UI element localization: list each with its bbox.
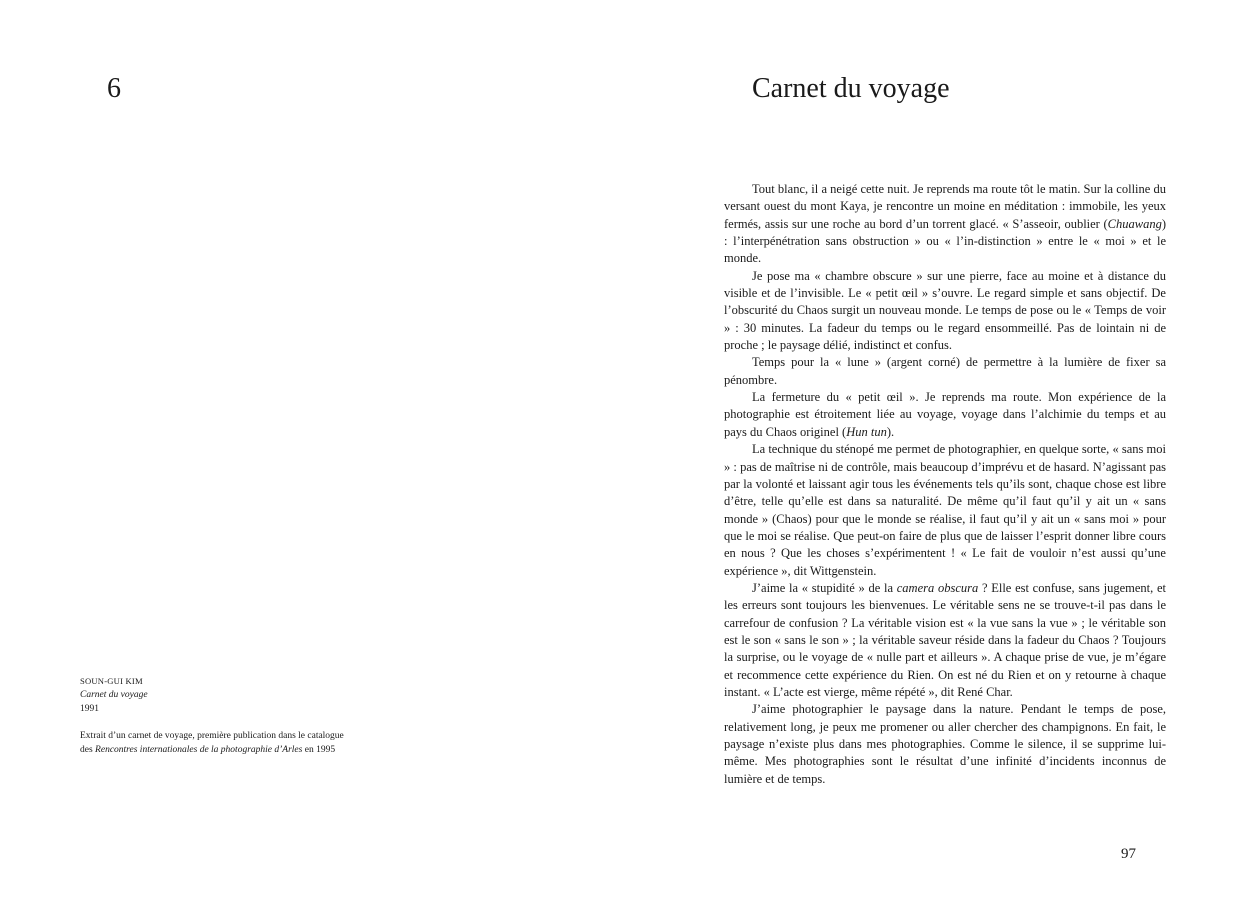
chapter-title: Carnet du voyage — [752, 73, 950, 104]
paragraph-4-text-a: La fermeture du « petit œil ». Je reprends ma route. Mon expérience de la photographie est étroitement liée au voyage, voyage dans l’alchimie du temps et au pays du Chaos originel ( — [724, 390, 1166, 439]
paragraph-1 — [724, 181, 1166, 268]
credit-note-part1: Extrait d’un carnet de voyage, première publication dans le catalogue des — [80, 731, 344, 755]
page-number: 97 — [1121, 846, 1136, 862]
paragraph-6-text-b: ? Elle est confuse, sans jugement, et les erreurs sont toujours les bienvenues. Le véritable sens ne se trouve-t-il pas dans le carrefour de confusion ? La véritable vision est « la vue sans la vue » ; le véritable son est le son « sans le son » ; la véritable saveur réside dans la fadeur du Chaos ? Toujours la surprise, ou le voyage de « nulle part et ailleurs ». A chaque prise de vue, je m’égare et recommence cette expérience du Rien. On est né du Rien et on y retourne à chaque instant. « L’acte est vierge, même répété », dit René Char. — [724, 580, 1167, 699]
paragraph-1-text-a: Tout blanc, il a neigé cette nuit. Je reprends ma route tôt le matin. Sur la colline du versant ouest du mont Kaya, je rencontre un moine en méditation : immobile, les yeux fermés, assis sur une roche au bord d’un torrent glacé. « S’asseoir, oublier ( — [724, 182, 1166, 231]
paragraph-4 — [724, 389, 1166, 441]
paragraph-3: Temps pour la « lune » (argent corné) de permettre à la lumière de fixer sa pénombre. — [724, 355, 1166, 387]
chapter-number: 6 — [107, 73, 121, 104]
credit-note-italic: Rencontres internationales de la photographie d’Arles — [95, 744, 303, 755]
paragraph-4-text-b: ). — [886, 424, 895, 439]
paragraph-2: Je pose ma « chambre obscure » sur une pierre, face au moine et à distance du visible et de l’invisible. Le « petit œil » s’ouvre. Le regard simple et sans objectif. De l’obscurité du Chaos surgit un nouveau monde. Le temps de pose ou le « Temps de voir » : 30 minutes. La fadeur du temps ou le regard ensommeillé. Pas de lointain ni de proche ; le paysage délié, indistinct et confus. — [724, 268, 1166, 353]
credit-title — [80, 689, 345, 703]
paragraph-6 — [724, 580, 1166, 701]
paragraph-7: J’aime photographier le paysage dans la nature. Pendant le temps de pose, relativement long, je peux me promener ou aller chercher des champignons. En fait, le paysage n’existe plus dans mes photographies. Comme le silence, il se supprime lui-même. Mes photographies sont le résultat d’une infinité d’incidents inconnus de lumière et de temps. — [724, 702, 1166, 786]
credit-note — [80, 730, 345, 758]
credit-note-part2: en 1995 — [302, 744, 336, 755]
credit-year: 1991 — [80, 703, 99, 714]
paragraph-6-italic: camera obscura — [896, 580, 979, 595]
body-text — [724, 181, 1166, 788]
paragraph-1-italic: Chuawang — [1107, 216, 1162, 231]
paragraph-5: La technique du sténopé me permet de photographier, en quelque sorte, « sans moi » : pas de maîtrise ni de contrôle, mais beaucoup d’imprévu et de hasard. N’agissant pas par la volonté et laissant agir tous les événements tels qu’ils sont, chaque chose est libre d’être, telle qu’elle est dans sa naturalité. De même qu’il faut qu’il y ait un « sans monde » (Chaos) pour que le monde se réalise, il faut qu’il y ait un « sans moi » pour que le moi se réalise. Que peut-on faire de plus que de laisser l’esprit donner libre cours en nous ? Que les choses s’expérimentent ! « Le fait de vouloir n’est aussi qu’une expérience », dit Wittgenstein. — [724, 442, 1166, 578]
artwork-credits — [80, 675, 345, 758]
paragraph-1-text-b: ) : l’interpénétration sans obstruction » ou « l’in-distinction » entre le « moi » et le monde. — [724, 216, 1166, 266]
credit-author: SOUN-GUI KIM — [80, 676, 143, 686]
paragraph-6-text-a: J’aime la « stupidité » de la — [752, 580, 897, 595]
credit-title-text: Carnet du voyage — [80, 689, 148, 700]
paragraph-4-italic: Hun tun — [846, 424, 887, 439]
